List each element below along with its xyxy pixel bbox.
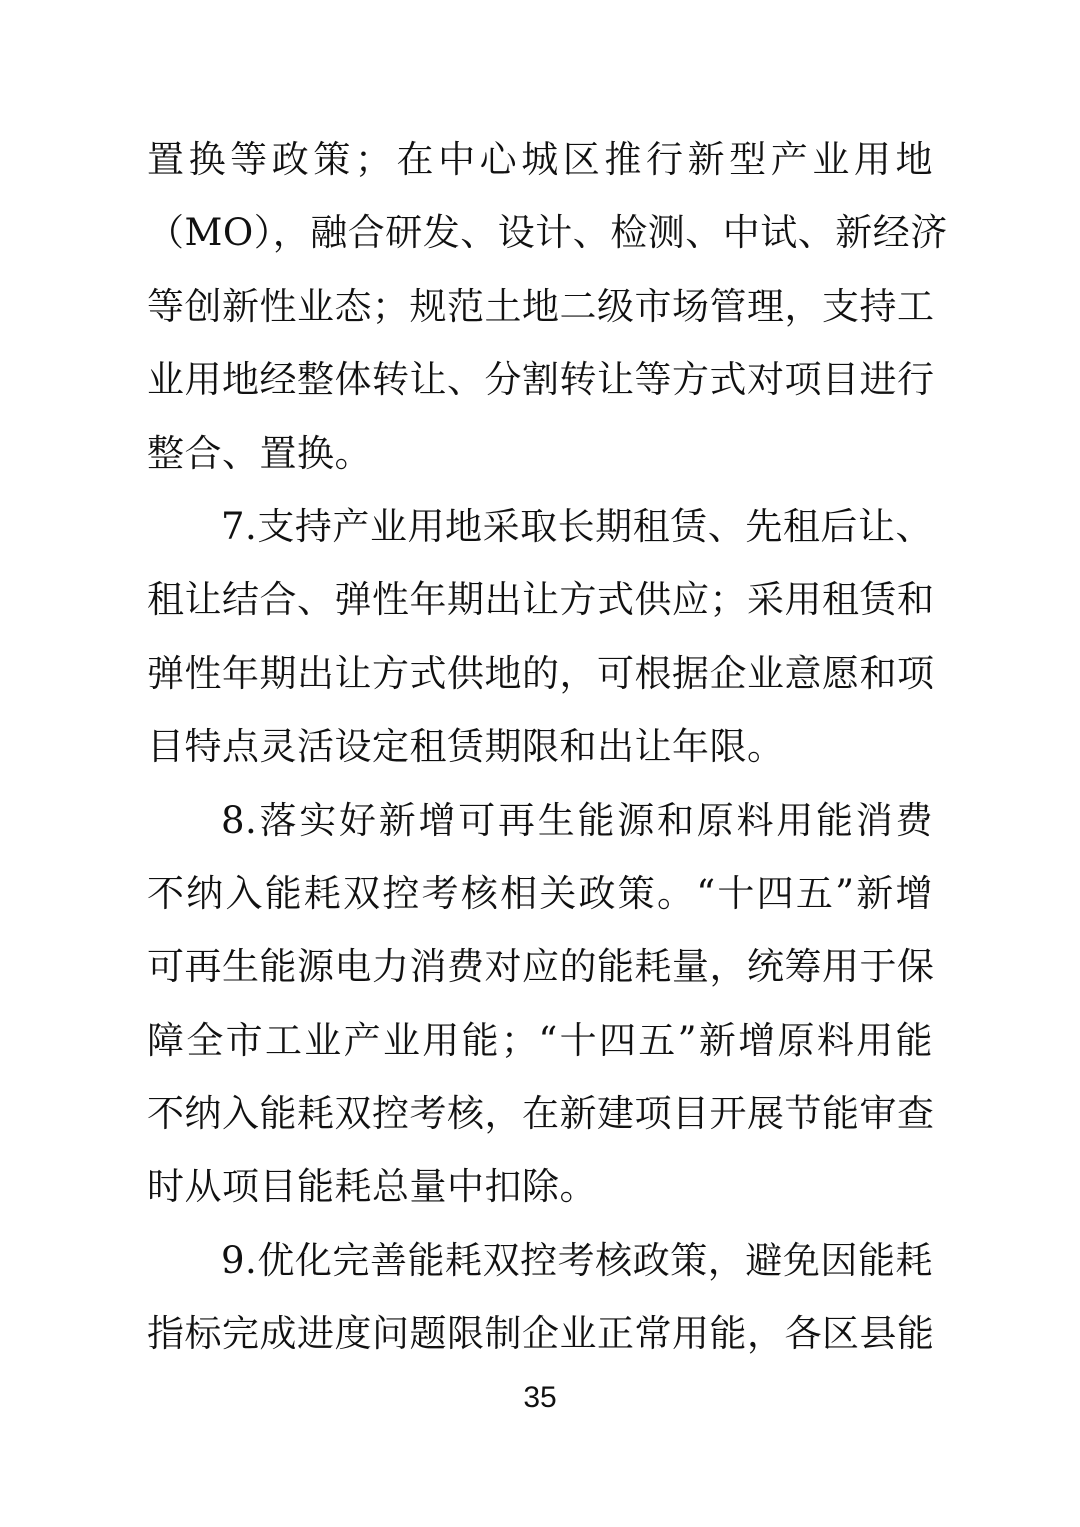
text-line: 指标完成进度问题限制企业正常用能，各区县能 [147, 1312, 935, 1356]
text-line: 等创新性业态；规范土地二级市场管理，支持工 [147, 284, 935, 328]
body-text [147, 123, 948, 1371]
page-number: 35 [523, 1381, 557, 1414]
text-line: 整合、置换。 [147, 431, 372, 475]
text-line: 置换等政策；在中心城区推行新型产业用地 [147, 138, 933, 181]
paragraph-7-first-line: 7.支持产业用地采取长期租赁、先租后让、 [221, 504, 933, 548]
text-line: 目特点灵活设定租赁期限和出让年限。 [147, 725, 785, 769]
text-line: 障全市工业产业用能；“十四五”新增原料用能 [147, 1018, 933, 1062]
text-line: 弹性年期出让方式供地的，可根据企业意愿和项 [147, 651, 935, 695]
text-line: 可再生能源电力消费对应的能耗量，统筹用于保 [147, 945, 935, 989]
text-line: 不纳入能耗双控考核相关政策。“十四五”新增 [147, 871, 933, 915]
paragraph-9-first-line: 9.优化完善能耗双控考核政策，避免因能耗 [221, 1238, 933, 1282]
text-line: 租让结合、弹性年期出让方式供应；采用租赁和 [147, 578, 935, 622]
text-line: 不纳入能耗双控考核，在新建项目开展节能审查 [147, 1092, 935, 1136]
text-line: 业用地经整体转让、分割转让等方式对项目进行 [147, 358, 935, 402]
text-line: 时从项目能耗总量中扣除。 [147, 1165, 597, 1209]
text-line: （MO），融合研发、设计、检测、中试、新经济 [147, 211, 948, 255]
paragraph-8-first-line: 8.落实好新增可再生能源和原料用能消费 [221, 798, 933, 842]
